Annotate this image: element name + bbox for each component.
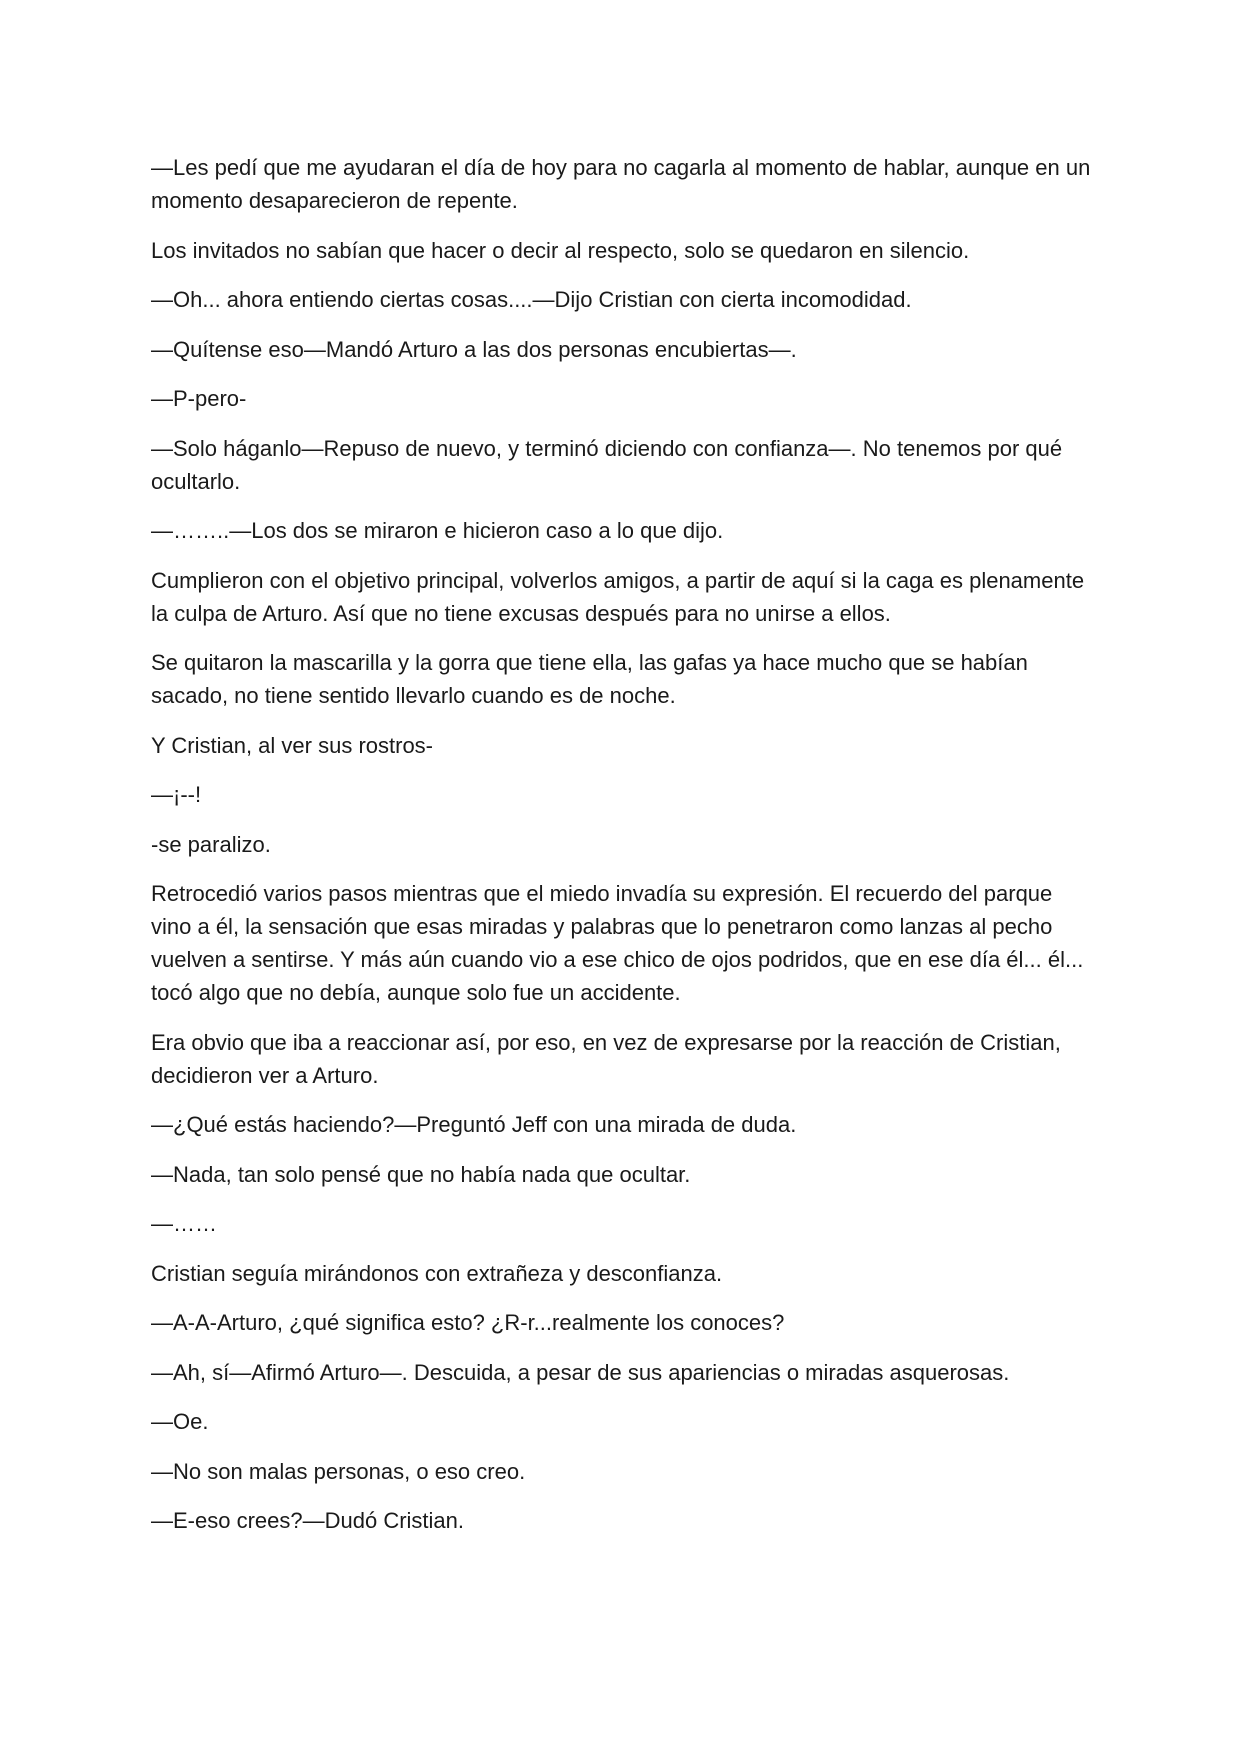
document-body xyxy=(151,151,1096,1554)
paragraph: —No son malas personas, o eso creo. xyxy=(151,1458,526,1484)
paragraph: —¿Qué estás haciendo?—Preguntó Jeff con una mirada de duda. xyxy=(151,1112,797,1137)
paragraph: —Les pedí que me ayudaran el día de hoy para no cagarla al momento de hablar, aunque en un momento desaparecieron de repente. xyxy=(151,155,1091,213)
paragraph: Y Cristian, al ver sus rostros- xyxy=(151,732,434,758)
paragraph: —…… xyxy=(151,1211,217,1236)
paragraph: —P-pero- xyxy=(151,386,247,411)
paragraph: Retrocedió varios pasos mientras que el miedo invadía su expresión. El recuerdo del parque vino a él, la sensación que esas miradas y palabras que lo penetraron como lanzas al pecho vuelven a sentirse. Y más aún cuando vio a ese chico de ojos podridos, que en ese día él... él... tocó algo que no debía, aunque solo fue un accidente. xyxy=(151,881,1084,1005)
paragraph: Los invitados no sabían que hacer o decir al respecto, solo se quedaron en silencio. xyxy=(151,237,970,263)
paragraph: —Solo háganlo—Repuso de nuevo, y terminó diciendo con confianza—. No tenemos por qué ocultarlo. xyxy=(151,435,1063,494)
paragraph: Se quitaron la mascarilla y la gorra que tiene ella, las gafas ya hace mucho que se habían sacado, no tiene sentido llevarlo cuando es de noche. xyxy=(151,650,1028,708)
paragraph: —¡--! xyxy=(151,782,202,807)
paragraph: —Nada, tan solo pensé que no había nada que ocultar. xyxy=(151,1161,691,1187)
paragraph: —Ah, sí—Afirmó Arturo—. Descuida, a pesar de sus apariencias o miradas asquerosas. xyxy=(151,1359,1010,1385)
paragraph: —Oe. xyxy=(151,1409,209,1434)
paragraph: —Oh... ahora entiendo ciertas cosas....—Dijo Cristian con cierta incomodidad. xyxy=(151,287,912,312)
paragraph: —A-A-Arturo, ¿qué significa esto? ¿R-r...realmente los conoces? xyxy=(151,1310,785,1335)
paragraph: Cristian seguía mirándonos con extrañeza y desconfianza. xyxy=(151,1260,723,1286)
paragraph: Era obvio que iba a reaccionar así, por eso, en vez de expresarse por la reacción de Cristian, decidieron ver a Arturo. xyxy=(151,1029,1061,1088)
paragraph: -se paralizo. xyxy=(151,831,271,857)
paragraph: —Quítense eso—Mandó Arturo a las dos personas encubiertas—. xyxy=(151,336,797,362)
paragraph: Cumplieron con el objetivo principal, volverlos amigos, a partir de aquí si la caga es plenamente la culpa de Arturo. Así que no tiene excusas después para no unirse a ellos. xyxy=(151,567,1085,626)
paragraph: —E-eso crees?—Dudó Cristian. xyxy=(151,1508,465,1533)
paragraph: —……..—Los dos se miraron e hicieron caso a lo que dijo. xyxy=(151,518,724,543)
